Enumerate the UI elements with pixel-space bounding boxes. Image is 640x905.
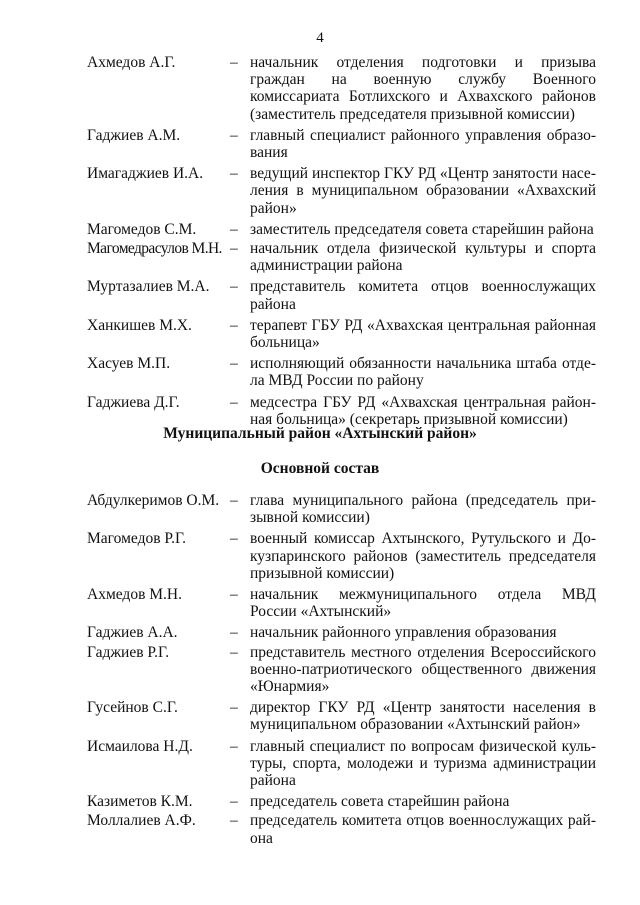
member-name: Абдулкеримов О.М.	[87, 492, 220, 509]
member-role: главный специалист районного управления образования	[250, 126, 596, 162]
member-name: Гаджиев А.А.	[87, 624, 178, 642]
list-item	[0, 278, 640, 312]
member-role: представитель комитета отцов военнослужащих района	[250, 278, 596, 313]
dash: –	[230, 812, 238, 830]
member-name: Магомедов С.М.	[87, 220, 197, 238]
dash: –	[230, 278, 238, 296]
dash: –	[230, 316, 238, 334]
member-role: директор ГКУ РД «Центр занятости населения в муниципальном образовании «Ахтынский район»	[250, 699, 596, 734]
dash: –	[230, 530, 238, 548]
member-role: медсестра ГБУ РД «Ахвахская центральная районная больница» (секретарь призывной комиссии)	[250, 393, 596, 428]
dash: –	[230, 699, 238, 717]
dash: –	[230, 793, 238, 811]
list-item	[0, 394, 640, 428]
member-role: заместитель председателя совета старейшин района	[250, 220, 594, 238]
dash: –	[230, 240, 238, 258]
list-item	[0, 699, 640, 733]
member-name: Гусейнов С.Г.	[87, 699, 178, 717]
member-role: начальник отдела физической культуры и спорта администрации района	[250, 240, 596, 275]
dash: –	[230, 737, 238, 755]
list-item	[0, 793, 640, 810]
dash: –	[230, 355, 238, 373]
list-item	[0, 240, 640, 274]
member-name: Гаджиев Р.Г.	[87, 643, 170, 661]
member-name: Моллалиев А.Ф.	[87, 812, 196, 830]
list-item	[0, 492, 640, 526]
list-item	[0, 644, 640, 696]
list-item	[0, 127, 640, 161]
member-name: Ханкишев М.Х.	[87, 316, 192, 334]
member-name: Ахмедов М.Н.	[87, 586, 182, 604]
dash: –	[230, 126, 238, 144]
member-name: Магомедрасулов М.Н.	[87, 240, 222, 258]
district-heading: Муниципальный район «Ахтынский район»	[163, 425, 477, 442]
member-name: Магомедов Р.Г.	[87, 530, 187, 548]
member-name: Гаджиева Д.Г.	[87, 393, 180, 411]
dash: –	[230, 643, 238, 661]
section2-list	[0, 492, 640, 847]
member-name: Хасуев М.П.	[87, 355, 171, 373]
member-role: ведущий инспектор ГКУ РД «Центр занятости населения в муниципальном образовании «Ахвахский район»	[250, 165, 596, 217]
list-item	[0, 165, 640, 217]
dash: –	[230, 492, 238, 509]
dash: –	[230, 165, 238, 183]
list-item	[0, 530, 640, 582]
list-item	[0, 624, 640, 641]
member-role: председатель совета старейшин района	[250, 793, 510, 811]
list-item	[0, 317, 640, 351]
list-item	[0, 355, 640, 389]
member-role: глава муниципального района (председатель призывной комиссии)	[250, 492, 596, 527]
member-role: начальник отделения подготовки и призыва граждан на военную службу Военного комиссариата Ботлихского и Ахвахского районов (заместитель председателя призывной комиссии)	[250, 54, 596, 123]
page-number: 4	[316, 30, 324, 46]
member-name: Исмаилова Н.Д.	[87, 737, 193, 755]
member-name: Казиметов К.М.	[87, 793, 193, 811]
member-role: начальник межмуниципального отдела МВД России «Ахтынский»	[250, 586, 596, 621]
composition-heading: Основной состав	[260, 460, 380, 477]
member-name: Ахмедов А.Г.	[87, 54, 176, 71]
dash: –	[230, 624, 238, 642]
member-role: председатель комитета отцов военнослужащих района	[250, 812, 596, 847]
member-role: терапевт ГБУ РД «Ахвахская центральная районная больница»	[250, 316, 596, 352]
dash: –	[230, 54, 238, 71]
member-name: Гаджиев А.М.	[87, 126, 181, 144]
member-role: военный комиссар Ахтынского, Рутульского и Докузпаринского районов (заместитель председателя призывной комиссии)	[250, 530, 596, 582]
member-role: исполняющий обязанности начальника штаба отдела МВД России по району	[250, 355, 596, 390]
list-item	[0, 221, 640, 238]
list-item	[0, 738, 640, 790]
member-role: представитель местного отделения Всероссийского военно-патриотического общественного движения «Юнармия»	[250, 643, 596, 696]
member-name: Имагаджиев И.А.	[87, 165, 204, 183]
member-name: Муртазалиев М.А.	[87, 278, 210, 296]
dash: –	[230, 586, 238, 604]
member-role: начальник районного управления образования	[250, 624, 557, 642]
dash: –	[230, 393, 238, 411]
dash: –	[230, 220, 238, 238]
section1-list	[0, 54, 640, 428]
member-role: главный специалист по вопросам физической культуры, спорта, молодежи и туризма администрации района	[250, 737, 596, 790]
list-item	[0, 812, 640, 846]
list-item	[0, 586, 640, 620]
list-item	[0, 54, 640, 123]
